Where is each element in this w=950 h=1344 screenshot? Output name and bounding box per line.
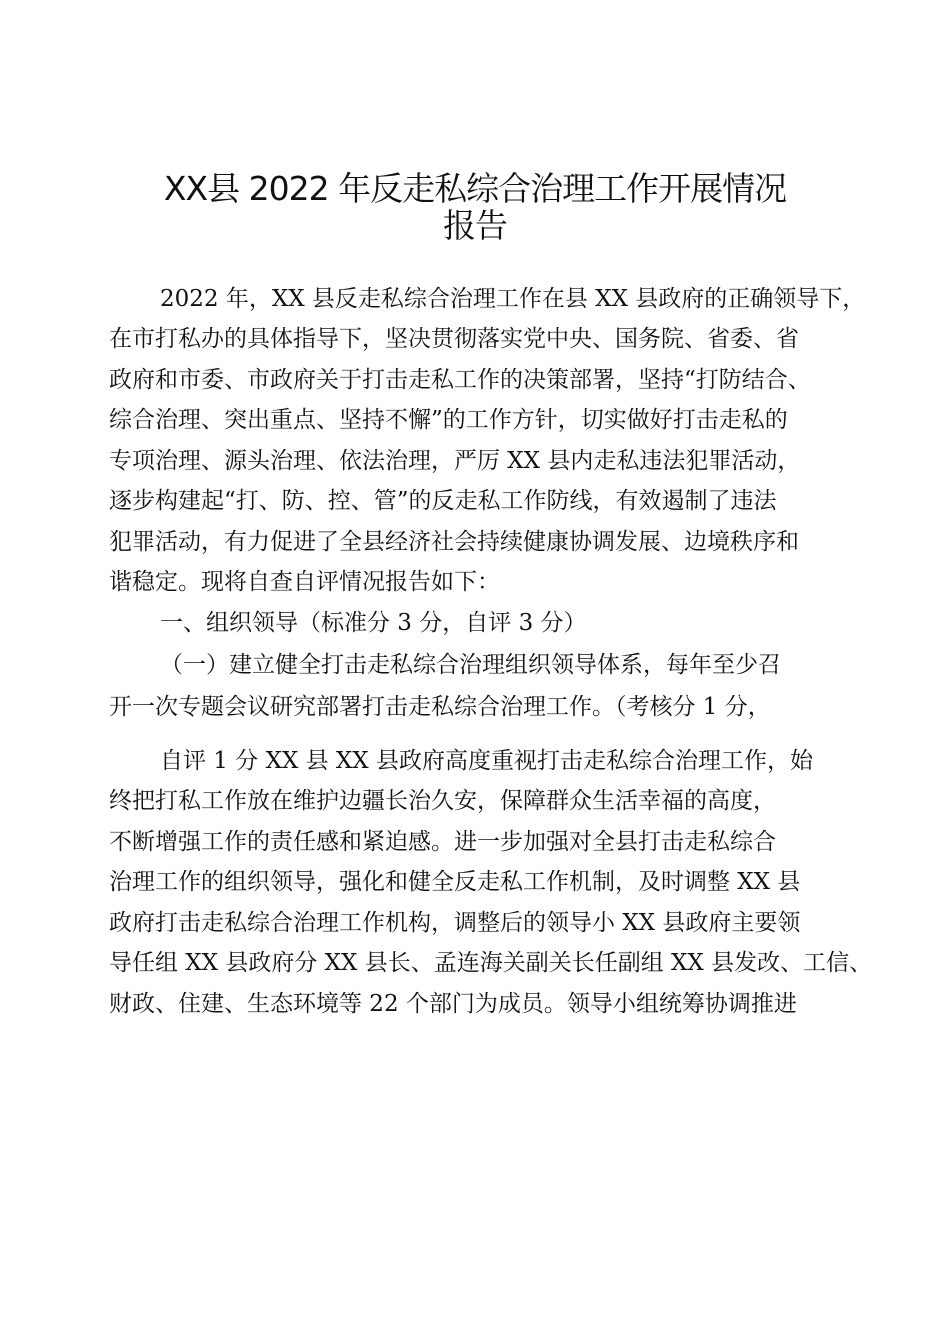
body-line-6: 逐步构建起“打、防、控、管”的反走私工作防线，有效遏制了违法 bbox=[109, 488, 777, 514]
body-line-18: 财政、住建、生态环境等 22 个部门为成员。领导小组统筹协调推进 bbox=[109, 991, 797, 1017]
body-line-17: 导任组 XX 县政府分 XX 县长、孟连海关副关长任副组 XX 县发改、工信、 bbox=[109, 950, 873, 976]
section-heading-1: 一、组织领导（标准分 3 分，自评 3 分） bbox=[160, 610, 587, 636]
body-line-4: 综合治理、突出重点、坚持不懈”的工作方针，切实做好打击走私的 bbox=[109, 407, 788, 433]
body-line-16: 政府打击走私综合治理工作机构，调整后的领导小 XX 县政府主要领 bbox=[109, 910, 801, 936]
body-line-7: 犯罪活动，有力促进了全县经济社会持续健康协调发展、边境秩序和 bbox=[109, 529, 799, 555]
body-line-12: 自评 1 分 XX 县 XX 县政府高度重视打击走私综合治理工作，始 bbox=[160, 748, 813, 774]
body-line-2: 在市打私办的具体指导下，坚决贯彻落实党中央、国务院、省委、省 bbox=[109, 326, 799, 352]
body-line-15: 治理工作的组织领导，强化和健全反走私工作机制，及时调整 XX 县 bbox=[109, 869, 801, 895]
body-line-13: 终把打私工作放在维护边疆长治久安，保障群众生活幸福的高度， bbox=[109, 788, 776, 814]
document-title-line-2: 报告 bbox=[443, 206, 507, 245]
subsection-line-1: （一）建立健全打击走私综合治理组织领导体系，每年至少召 bbox=[160, 652, 781, 678]
body-line-14: 不断增强工作的责任感和紧迫感。进一步加强对全县打击走私综合 bbox=[109, 829, 776, 855]
subsection-line-2: 开一次专题会议研究部署打击走私综合治理工作。（考核分 1 分， bbox=[109, 694, 771, 720]
body-line-8: 谐稳定。现将自查自评情况报告如下： bbox=[109, 569, 500, 595]
body-line-3: 政府和市委、市政府关于打击走私工作的决策部署，坚持“打防结合、 bbox=[109, 367, 811, 393]
body-line-1: 2022 年，XX 县反走私综合治理工作在县 XX 县政府的正确领导下， bbox=[160, 286, 866, 312]
document-title-line-1: XX县 2022 年反走私综合治理工作开展情况 bbox=[163, 169, 787, 208]
body-line-5: 专项治理、源头治理、依法治理，严厉 XX 县内走私违法犯罪活动， bbox=[109, 448, 801, 474]
